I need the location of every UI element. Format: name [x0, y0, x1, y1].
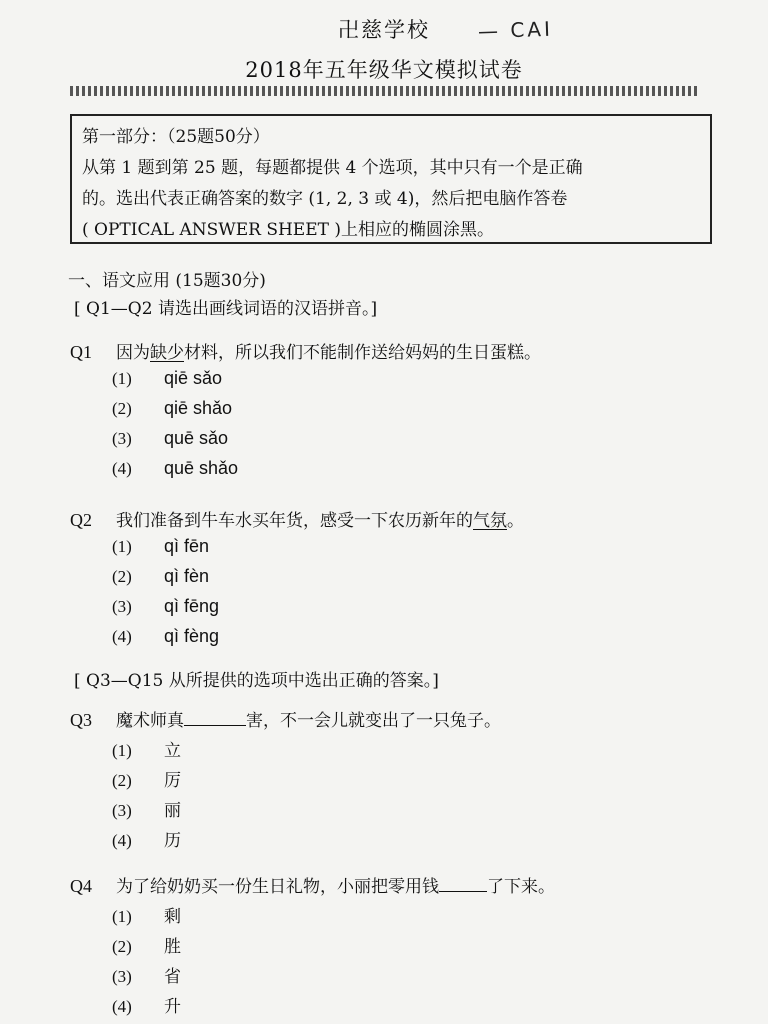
option-text: 省 — [164, 967, 181, 987]
question-stem: 因为 — [116, 343, 150, 363]
option-text: qiē sǎo — [164, 368, 223, 388]
option-number: (3) — [112, 801, 132, 820]
instructions-line: 的。选出代表正确答案的数字 (1, 2, 3 或 4)，然后把电脑作答卷 — [82, 189, 568, 209]
question-stem: 为了给奶奶买一份生日礼物，小丽把零用钱 — [116, 877, 439, 897]
question-stem: 我们准备到牛车水买年货，感受一下农历新年的 — [116, 511, 473, 531]
option-number: (1) — [112, 741, 132, 760]
option-text: qiē shǎo — [164, 398, 233, 418]
option-number: (2) — [112, 399, 132, 418]
option-q1-2 — [112, 398, 232, 419]
option-q2-2 — [112, 566, 209, 587]
question-stem: 材料，所以我们不能制作送给妈妈的生日蛋糕。 — [184, 343, 541, 363]
option-number: (3) — [112, 597, 132, 616]
section-title: 一、语文应用 (15题30分) — [68, 271, 266, 291]
school-name: 卍慈学校 — [338, 18, 430, 42]
answer-blank — [439, 877, 487, 892]
option-q4-2 — [112, 932, 181, 957]
instructions-line: ( OPTICAL ANSWER SHEET )上相应的椭圆涂黑。 — [82, 220, 494, 240]
option-text: qì fēn — [164, 536, 210, 556]
question-number: Q2 — [70, 510, 92, 530]
option-q2-4 — [112, 626, 219, 647]
option-q4-1 — [112, 902, 181, 927]
option-q4-3 — [112, 962, 181, 987]
option-number: (2) — [112, 567, 132, 586]
question-q3 — [70, 706, 501, 731]
option-text: 立 — [164, 741, 181, 761]
option-text: 厉 — [164, 771, 181, 791]
option-text: quē shǎo — [164, 458, 239, 478]
question-stem: 了下来。 — [487, 877, 555, 897]
option-number: (4) — [112, 627, 132, 646]
underlined-word: 缺少 — [150, 343, 184, 363]
option-number: (4) — [112, 459, 132, 478]
option-text: 历 — [164, 831, 181, 851]
question-number: Q4 — [70, 876, 92, 896]
question-q2 — [70, 506, 524, 531]
option-text: qì fēng — [164, 596, 220, 616]
question-stem: 害，不一会儿就变出了一只兔子。 — [246, 711, 501, 731]
option-text: 剩 — [164, 907, 181, 927]
question-number: Q3 — [70, 710, 92, 730]
question-number: Q1 — [70, 342, 92, 362]
subhead-q1-q2: [ Q1—Q2 请选出画线词语的汉语拼音。] — [74, 299, 378, 319]
option-q4-4 — [112, 992, 181, 1017]
answer-blank — [184, 711, 246, 726]
option-number: (1) — [112, 537, 132, 556]
option-text: 丽 — [164, 801, 181, 821]
option-text: qì fèng — [164, 626, 220, 646]
option-number: (3) — [112, 429, 132, 448]
subhead-q3-q15: [ Q3—Q15 从所提供的选项中选出正确的答案。] — [74, 671, 439, 691]
question-stem: 。 — [507, 511, 524, 531]
option-q1-1 — [112, 368, 222, 389]
option-text: quē sǎo — [164, 428, 229, 448]
option-q2-1 — [112, 536, 209, 557]
question-q4 — [70, 872, 555, 897]
option-q3-1 — [112, 736, 181, 761]
asterisk-divider — [70, 86, 698, 96]
underlined-word: 气氛 — [473, 511, 507, 531]
option-text: 升 — [164, 997, 181, 1017]
instructions-line: 第一部分：（25题50分） — [82, 127, 270, 147]
option-q2-3 — [112, 596, 219, 617]
option-number: (1) — [112, 369, 132, 388]
handwritten-note: — CAI — [477, 16, 554, 44]
option-q1-4 — [112, 458, 238, 479]
option-text: 胜 — [164, 937, 181, 957]
instructions-box — [70, 114, 712, 244]
option-number: (3) — [112, 967, 132, 986]
option-number: (4) — [112, 831, 132, 850]
option-q3-4 — [112, 826, 181, 851]
option-number: (4) — [112, 997, 132, 1016]
option-text: qì fèn — [164, 566, 210, 586]
option-q3-2 — [112, 766, 181, 791]
option-q1-3 — [112, 428, 228, 449]
option-number: (2) — [112, 771, 132, 790]
option-number: (1) — [112, 907, 132, 926]
option-q3-3 — [112, 796, 181, 821]
question-stem: 魔术师真 — [116, 711, 184, 731]
paper-title: 2018年五年级华文模拟试卷 — [245, 58, 523, 82]
instructions-line: 从第 1 题到第 25 题，每题都提供 4 个选项，其中只有一个是正确 — [82, 158, 583, 178]
option-number: (2) — [112, 937, 132, 956]
question-q1 — [70, 338, 541, 363]
